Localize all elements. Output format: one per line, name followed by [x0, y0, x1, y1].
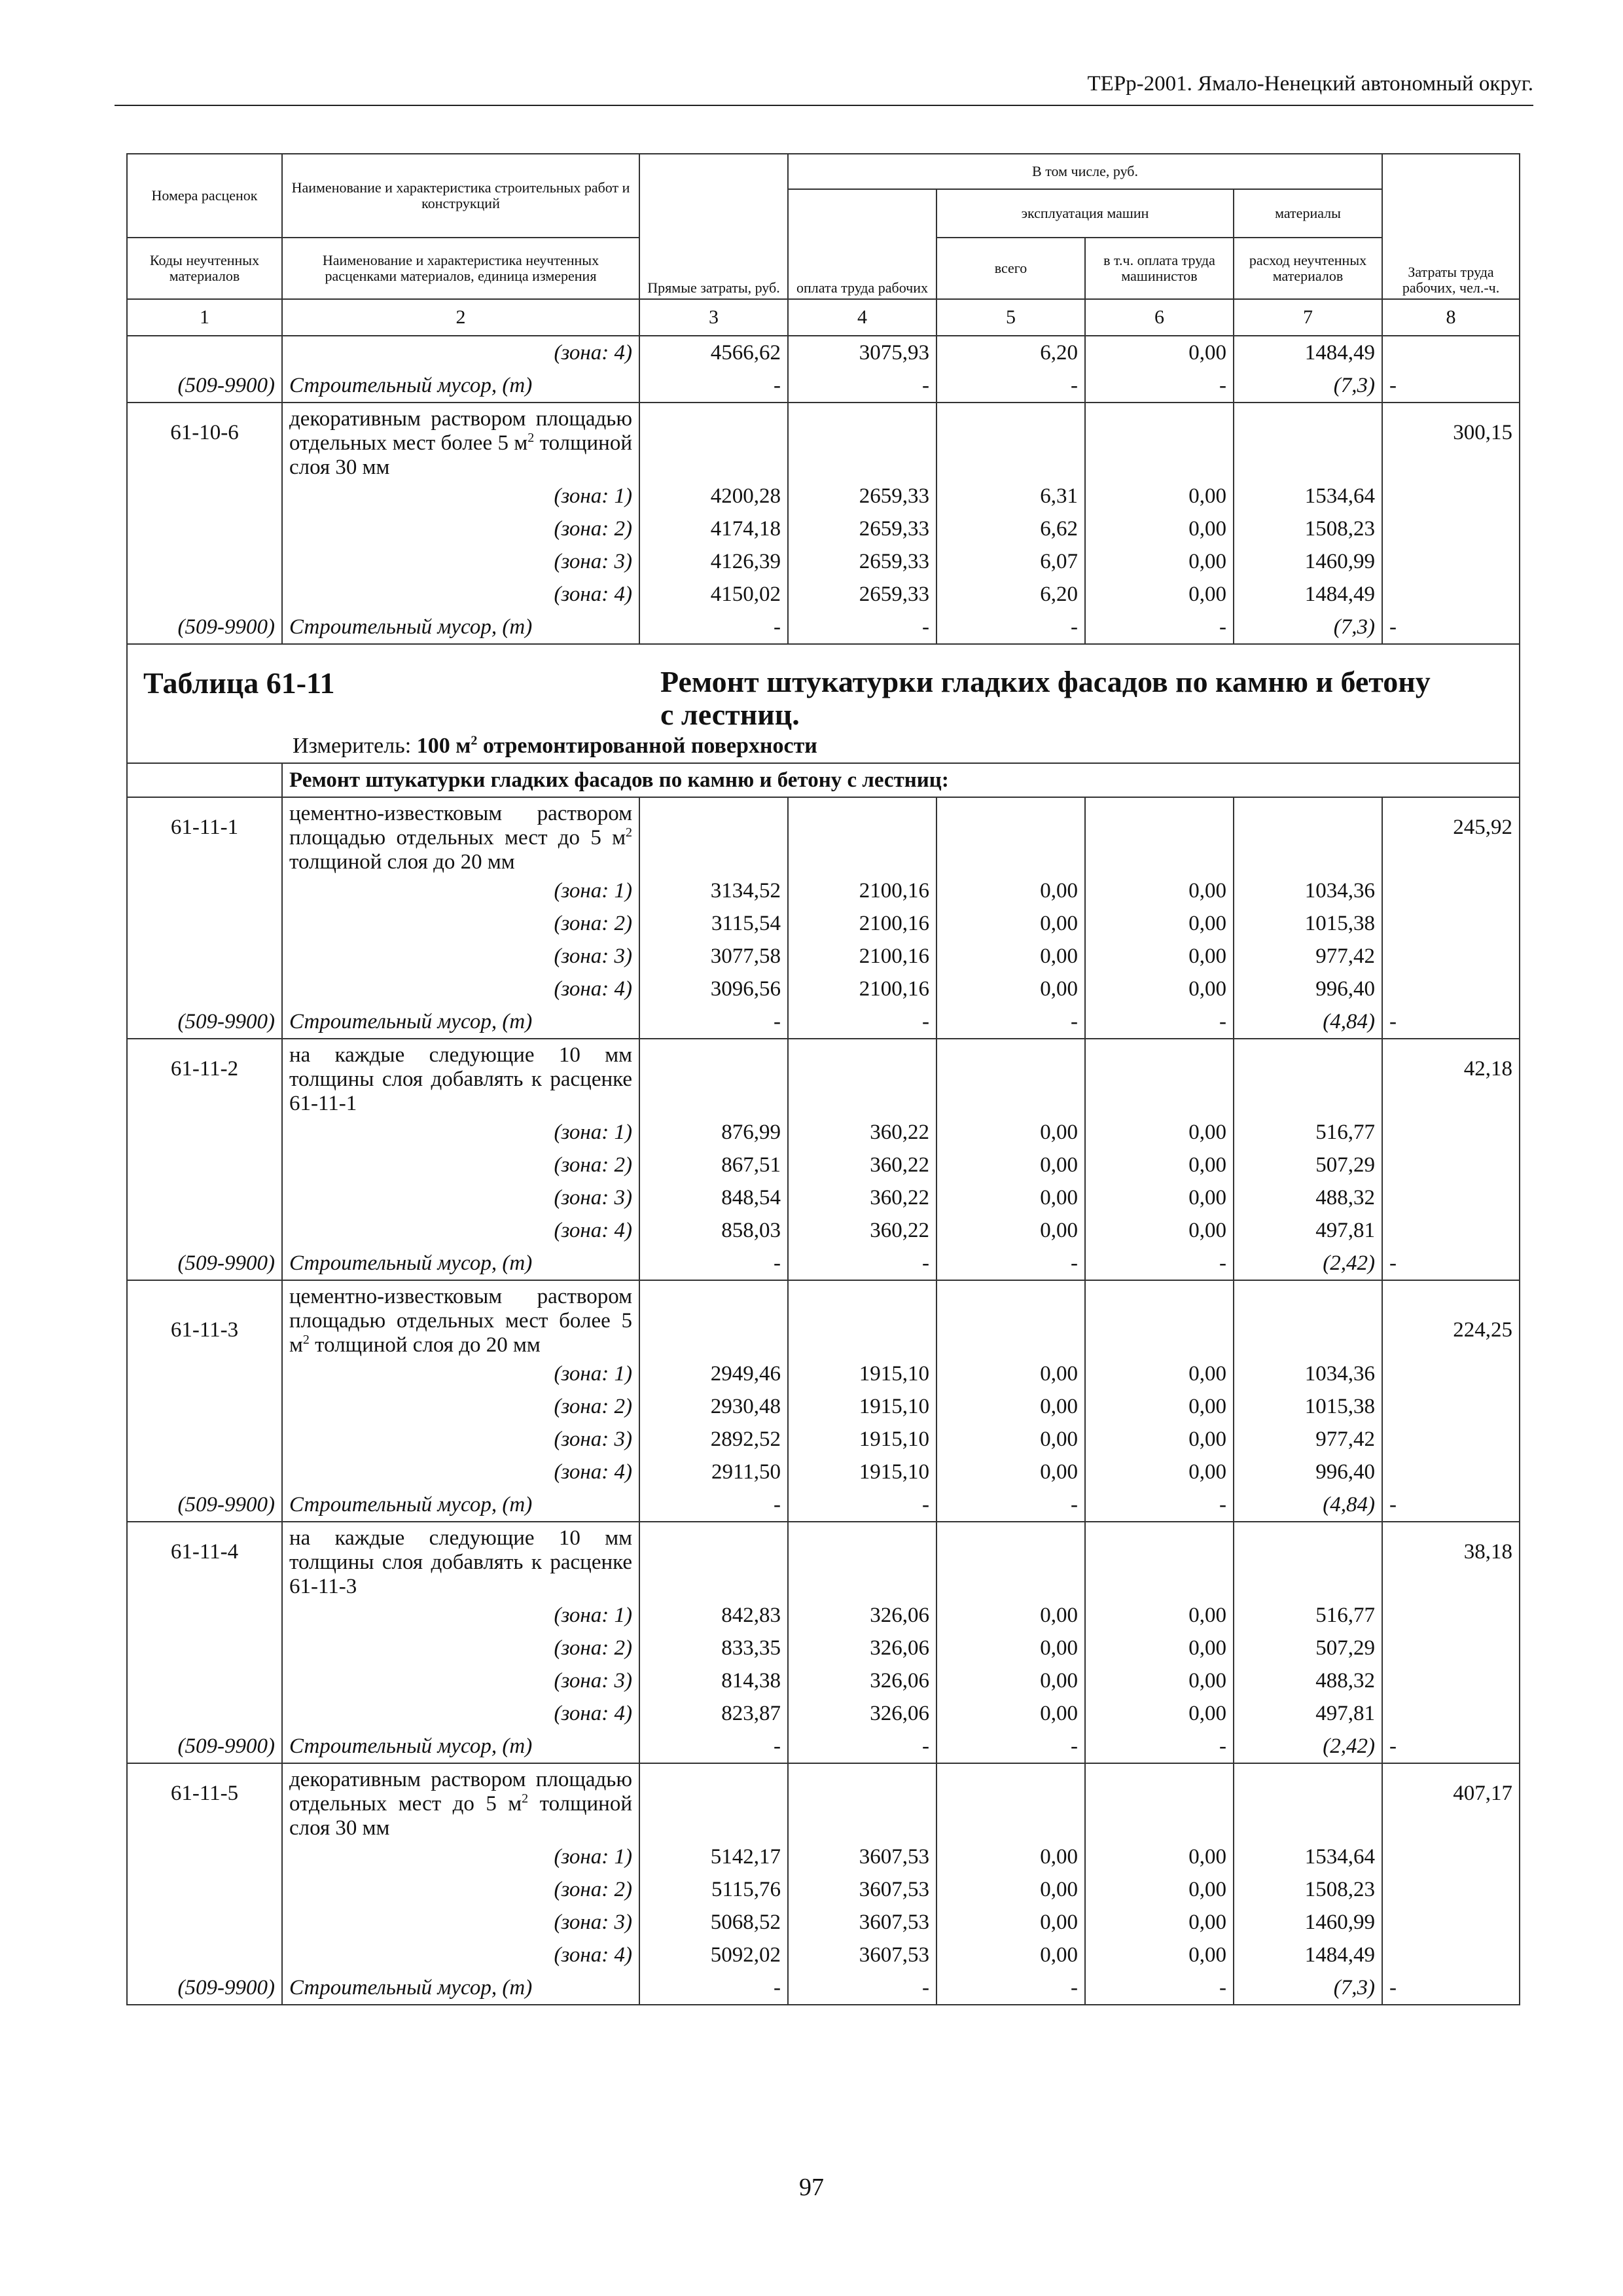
table-title: Ремонт штукатурки гладких фасадов по камню и бетону с лестниц. [660, 665, 1431, 731]
machines-total: 6,20 [936, 578, 1085, 611]
rate-block-61-11-2 [127, 1039, 1520, 1280]
wages: 2659,33 [788, 545, 936, 578]
machines-total: 6,62 [936, 512, 1085, 545]
materials: 1534,64 [1234, 480, 1382, 512]
zone-label: (зона: 2) [282, 907, 639, 940]
rate-row [127, 1522, 1520, 1599]
zone-label: (зона: 4) [282, 973, 639, 1005]
material-amount: (4,84) [1234, 1488, 1382, 1522]
col-header-materials: материалы [1234, 189, 1382, 238]
dash: - [936, 369, 1085, 403]
zone-label: (зона: 2) [282, 1149, 639, 1181]
machines-total: 6,31 [936, 480, 1085, 512]
zone-label: (зона: 2) [282, 1390, 639, 1423]
zone-row [127, 512, 1520, 545]
col-header-wages: оплата труда рабочих [788, 189, 936, 299]
material-name: Строительный мусор, (т) [282, 1247, 639, 1280]
zone-row: (зона: 3) 2892,52 1915,10 0,00 0,00 977,42 [127, 1423, 1520, 1456]
measure-unit: Измеритель: 100 $м^2$ отремонтированной поверхности [293, 733, 817, 758]
rate-description: на каждые следующие 10 мм толщины слоя добавлять к расценке 61-11-1 [282, 1039, 639, 1116]
zone-label: (зона: 1) [282, 1840, 639, 1873]
zone-label: (зона: 2) [282, 1632, 639, 1664]
operators-wages: 0,00 [1085, 336, 1234, 369]
material-name: Строительный мусор, (т) [282, 611, 639, 644]
rate-row [127, 797, 1520, 874]
zone-label: (зона: 1) [282, 1116, 639, 1149]
zone-row: (зона: 1) 876,99 360,22 0,00 0,00 516,77 [127, 1116, 1520, 1149]
rate-row [127, 1763, 1520, 1840]
rate-description: декоративным раствором площадью отдельных мест более 5 $м^2$ толщиной слоя 30 мм [282, 403, 639, 480]
zone-row: (зона: 2) 833,35 326,06 0,00 0,00 507,29 [127, 1632, 1520, 1664]
page-number: 97 [799, 2174, 824, 2201]
header-title: ТЕРр-2001. Ямало-Ненецкий автономный округ. [1087, 72, 1533, 96]
waste-row: (509-9900) Строительный мусор, (т) - - - - (7,3) - [127, 611, 1520, 644]
zone-label: (зона: 4) [282, 1214, 639, 1247]
rate-block-61-11-5 [127, 1763, 1520, 2005]
rate-code: 61-10-6 [127, 403, 282, 480]
operators-wages: 0,00 [1085, 480, 1234, 512]
waste-row: (509-9900) Строительный мусор, (т) - - - - (4,84) - [127, 1488, 1520, 1522]
rate-description: цементно-известковым раствором площадью отдельных мест до 5 $м^2$ толщиной слоя до 20 мм [282, 797, 639, 874]
column-number: 4 [788, 299, 936, 336]
material-code: (509-9900) [127, 1488, 282, 1522]
zone-row [127, 480, 1520, 512]
rate-code: 61-11-2 [127, 1039, 282, 1116]
materials: 1484,49 [1234, 578, 1382, 611]
zone-row: (зона: 4) 823,87 326,06 0,00 0,00 497,81 [127, 1697, 1520, 1730]
col-header-codes-top: Номера расценок [127, 154, 282, 238]
material-code: (509-9900) [127, 1005, 282, 1039]
machines-total: 6,20 [936, 336, 1085, 369]
rate-row [127, 1280, 1520, 1357]
material-name: Строительный мусор, (т) [282, 1005, 639, 1039]
zone-label: (зона: 3) [282, 1906, 639, 1939]
waste-row: (509-9900) Строительный мусор, (т) - - - - (7,3) - [127, 1971, 1520, 2005]
direct-cost: 4174,18 [639, 512, 788, 545]
column-number: 3 [639, 299, 788, 336]
column-numbers-row [127, 299, 1520, 336]
zone-row: (зона: 1) 5142,17 3607,53 0,00 0,00 1534,64 [127, 1840, 1520, 1873]
rate-code: 61-11-4 [127, 1522, 282, 1599]
dash: - [639, 369, 788, 403]
waste-row: (509-9900) Строительный мусор, (т) - - - - (2,42) - [127, 1247, 1520, 1280]
wages: 3075,93 [788, 336, 936, 369]
zone-label: (зона: 3) [282, 1423, 639, 1456]
wages: 2659,33 [788, 512, 936, 545]
material-name: Строительный мусор, (т) [282, 369, 639, 403]
rate-description: декоративным раствором площадью отдельных мест до 5 $м^2$ толщиной слоя 30 мм [282, 1763, 639, 1840]
column-number: 8 [1382, 299, 1520, 336]
labor-cost: 42,18 [1382, 1039, 1520, 1116]
col-header-total: всего [936, 238, 1085, 299]
col-header-name-top: Наименование и характеристика строительных работ и конструкций [282, 154, 639, 238]
table-61-11-heading [127, 644, 1520, 797]
direct-cost: 4566,62 [639, 336, 788, 369]
zone-row: (зона: 2) 3115,54 2100,16 0,00 0,00 1015,38 [127, 907, 1520, 940]
zone-label: (зона: 2) [282, 1873, 639, 1906]
zone-row: (зона: 3) 848,54 360,22 0,00 0,00 488,32 [127, 1181, 1520, 1214]
labor-cost: 224,25 [1382, 1280, 1520, 1357]
labor-cost: 407,17 [1382, 1763, 1520, 1840]
zone-row: (зона: 3) 3077,58 2100,16 0,00 0,00 977,42 [127, 940, 1520, 973]
materials: 1484,49 [1234, 336, 1382, 369]
materials: 1508,23 [1234, 512, 1382, 545]
zone-row: (зона: 1) 2949,46 1915,10 0,00 0,00 1034,36 [127, 1357, 1520, 1390]
operators-wages: 0,00 [1085, 512, 1234, 545]
material-code: (509-9900) [127, 1971, 282, 2005]
zone-row: (зона: 2) 5115,76 3607,53 0,00 0,00 1508,23 [127, 1873, 1520, 1906]
rate-code: 61-11-5 [127, 1763, 282, 1840]
rate-description: на каждые следующие 10 мм толщины слоя добавлять к расценке 61-11-3 [282, 1522, 639, 1599]
zone-label: (зона: 1) [282, 1599, 639, 1632]
material-amount: (2,42) [1234, 1247, 1382, 1280]
zone-row: (зона: 4) 5092,02 3607,53 0,00 0,00 1484,49 [127, 1939, 1520, 1971]
rate-block-61-11-4 [127, 1522, 1520, 1763]
waste-row: (509-9900) Строительный мусор, (т) - - - - (2,42) - [127, 1730, 1520, 1763]
labor-cost: 245,92 [1382, 797, 1520, 874]
zone-row: (зона: 1) 3134,52 2100,16 0,00 0,00 1034,36 [127, 874, 1520, 907]
material-amount: (7,3) [1234, 369, 1382, 403]
zone-row: (зона: 4) 858,03 360,22 0,00 0,00 497,81 [127, 1214, 1520, 1247]
rate-block-61-11-3 [127, 1280, 1520, 1522]
zone-row: (зона: 4) 2911,50 1915,10 0,00 0,00 996,40 [127, 1456, 1520, 1488]
col-header-machines: эксплуатация машин [936, 189, 1234, 238]
material-amount: (7,3) [1234, 611, 1382, 644]
column-number: 6 [1085, 299, 1234, 336]
labor-cost: 38,18 [1382, 1522, 1520, 1599]
column-number: 1 [127, 299, 282, 336]
zone-row: (зона: 1) 842,83 326,06 0,00 0,00 516,77 [127, 1599, 1520, 1632]
rate-code: 61-11-3 [127, 1280, 282, 1357]
operators-wages: 0,00 [1085, 545, 1234, 578]
zone-label: (зона: 3) [282, 940, 639, 973]
col-header-direct: Прямые затраты, руб. [639, 154, 788, 299]
zone-label: (зона: 1) [282, 480, 639, 512]
continued-block [127, 336, 1520, 403]
labor-cost: 300,15 [1382, 403, 1520, 480]
column-number: 7 [1234, 299, 1382, 336]
zone-label: (зона: 4) [282, 1939, 639, 1971]
waste-row: (509-9900) Строительный мусор, (т) - - - - (4,84) - [127, 1005, 1520, 1039]
materials: 1460,99 [1234, 545, 1382, 578]
rate-code: 61-11-1 [127, 797, 282, 874]
zone-row [127, 578, 1520, 611]
col-header-including: В том числе, руб. [788, 154, 1382, 189]
column-number: 2 [282, 299, 639, 336]
zone-row: (зона: 3) 814,38 326,06 0,00 0,00 488,32 [127, 1664, 1520, 1697]
table-header [127, 154, 1520, 336]
table-number: Таблица 61-11 [143, 666, 335, 700]
material-code: (509-9900) [127, 611, 282, 644]
direct-cost: 4150,02 [639, 578, 788, 611]
dash: - [1085, 369, 1234, 403]
group-heading: Ремонт штукатурки гладких фасадов по камню и бетону с лестниц: [282, 763, 1520, 797]
col-header-incl-operators: в т.ч. оплата труда машинистов [1085, 238, 1234, 299]
zone-label: (зона: 4) [282, 1456, 639, 1488]
material-name: Строительный мусор, (т) [282, 1488, 639, 1522]
dash: - [1382, 369, 1520, 403]
material-name: Строительный мусор, (т) [282, 1730, 639, 1763]
zone-label: (зона: 4) [282, 336, 639, 369]
column-number: 5 [936, 299, 1085, 336]
page-header [115, 71, 1533, 106]
material-amount: (7,3) [1234, 1971, 1382, 2005]
material-code: (509-9900) [127, 1730, 282, 1763]
group-heading-row [127, 763, 1520, 797]
zone-row [127, 545, 1520, 578]
material-amount: (4,84) [1234, 1005, 1382, 1039]
zone-row: (зона: 2) 867,51 360,22 0,00 0,00 507,29 [127, 1149, 1520, 1181]
material-code: (509-9900) [127, 1247, 282, 1280]
zone-label: (зона: 4) [282, 1697, 639, 1730]
direct-cost: 4200,28 [639, 480, 788, 512]
zone-row: (зона: 2) 2930,48 1915,10 0,00 0,00 1015,38 [127, 1390, 1520, 1423]
material-code: (509-9900) [127, 369, 282, 403]
rate-description: цементно-известковым раствором площадью отдельных мест более 5 $м^2$ толщиной слоя до 20 мм [282, 1280, 639, 1357]
zone-label: (зона: 3) [282, 545, 639, 578]
waste-row [127, 369, 1520, 403]
zone-row: (зона: 4) 3096,56 2100,16 0,00 0,00 996,40 [127, 973, 1520, 1005]
wages: 2659,33 [788, 578, 936, 611]
material-name: Строительный мусор, (т) [282, 1971, 639, 2005]
col-header-codes-bottom: Коды неучтенных материалов [127, 238, 282, 299]
zone-row: (зона: 3) 5068,52 3607,53 0,00 0,00 1460,99 [127, 1906, 1520, 1939]
rate-block-61-11-1 [127, 797, 1520, 1039]
zone-label: (зона: 4) [282, 578, 639, 611]
zone-row [127, 336, 1520, 369]
zone-label: (зона: 3) [282, 1181, 639, 1214]
zone-label: (зона: 2) [282, 512, 639, 545]
operators-wages: 0,00 [1085, 578, 1234, 611]
price-table [126, 153, 1520, 2005]
machines-total: 6,07 [936, 545, 1085, 578]
col-header-labor: Затраты труда рабочих, чел.-ч. [1382, 154, 1520, 299]
wages: 2659,33 [788, 480, 936, 512]
col-header-unaccounted: расход неучтенных материалов [1234, 238, 1382, 299]
material-amount: (2,42) [1234, 1730, 1382, 1763]
dash: - [788, 369, 936, 403]
zone-label: (зона: 1) [282, 874, 639, 907]
col-header-name-bottom: Наименование и характеристика неучтенных расценками материалов, единица измерения [282, 238, 639, 299]
rate-row [127, 403, 1520, 480]
zone-label: (зона: 3) [282, 1664, 639, 1697]
rate-block-61-10-6 [127, 403, 1520, 644]
zone-label: (зона: 1) [282, 1357, 639, 1390]
rate-row [127, 1039, 1520, 1116]
direct-cost: 4126,39 [639, 545, 788, 578]
